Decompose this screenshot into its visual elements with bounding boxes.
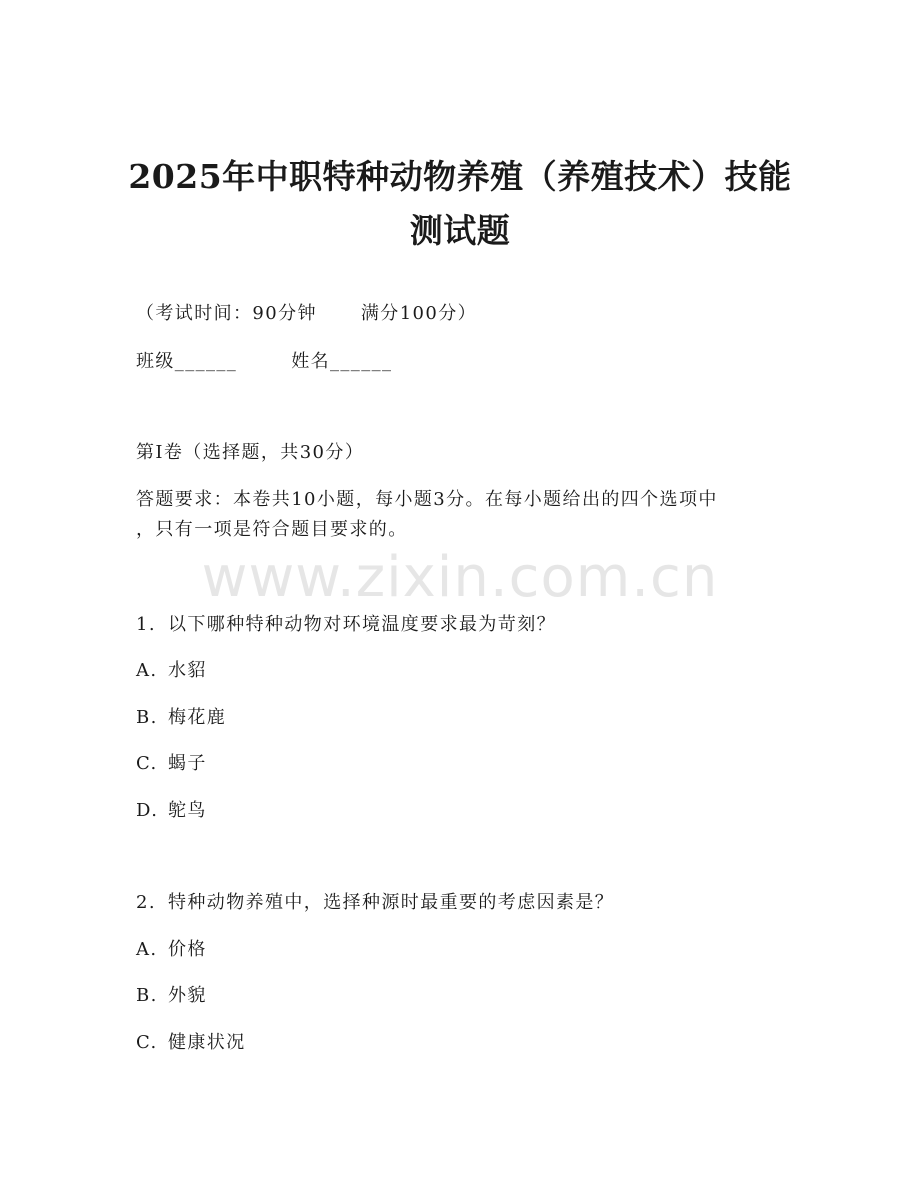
requirement-line-2: ，只有一项是符合题目要求的。 [136, 519, 408, 540]
exam-time: （考试时间：90分钟 [136, 303, 317, 324]
option-text: 价格 [168, 939, 207, 960]
question-2-option-c [136, 1031, 246, 1055]
title-line-1: 2025年中职特种动物养殖（养殖技术）技能 [128, 157, 792, 196]
option-letter: B. [136, 707, 158, 728]
page-title [100, 150, 820, 258]
title-line-2: 测试题 [409, 211, 511, 250]
question-2-option-a [136, 938, 207, 962]
option-letter: A. [136, 939, 158, 960]
option-text: 水貂 [168, 660, 207, 681]
section-heading: 第Ⅰ卷（选择题，共30分） [136, 442, 365, 463]
option-letter: D. [136, 800, 159, 821]
question-2 [136, 891, 614, 915]
watermark: www.zixin.com.cn [201, 545, 719, 610]
student-info [136, 350, 392, 374]
option-letter: C. [136, 1032, 158, 1053]
option-letter: A. [136, 660, 158, 681]
option-letter: B. [136, 985, 158, 1006]
question-text: 特种动物养殖中，选择种源时最重要的考虑因素是？ [168, 892, 615, 913]
option-letter: C. [136, 753, 158, 774]
question-number: 2. [136, 892, 156, 913]
question-1-option-d [136, 799, 207, 823]
option-text: 外貌 [168, 985, 207, 1006]
question-number: 1. [136, 614, 156, 635]
question-text: 以下哪种特种动物对环境温度要求最为苛刻？ [168, 614, 556, 635]
question-1-option-b [136, 706, 226, 730]
requirement-line-1: 答题要求：本卷共10小题，每小题3分。在每小题给出的四个选项中 [136, 489, 718, 510]
question-1-option-c [136, 752, 207, 776]
option-text: 梅花鹿 [168, 707, 227, 728]
name-field: 姓名______ [291, 351, 393, 372]
exam-info [136, 302, 477, 326]
exam-score: 满分100分） [360, 303, 478, 324]
question-1-option-a [136, 659, 207, 683]
option-text: 蝎子 [168, 753, 207, 774]
class-field: 班级______ [136, 351, 238, 372]
question-2-option-b [136, 984, 207, 1008]
option-text: 健康状况 [168, 1032, 246, 1053]
question-1 [136, 613, 556, 637]
option-text: 鸵鸟 [168, 800, 207, 821]
